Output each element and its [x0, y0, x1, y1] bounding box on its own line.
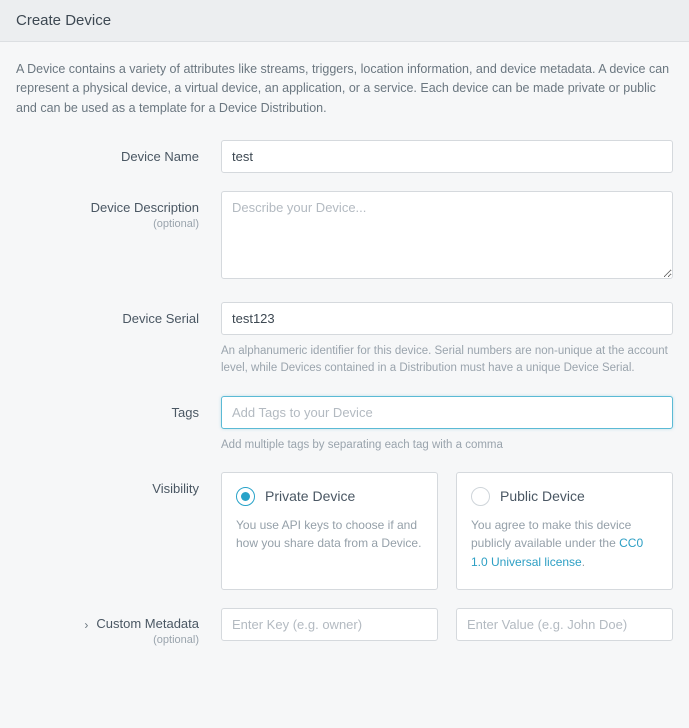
field-row-tags	[16, 396, 673, 454]
form-content	[0, 42, 689, 646]
radio-public-icon[interactable]	[471, 487, 490, 506]
tags-label: Tags	[171, 404, 199, 420]
visibility-option-public[interactable]	[456, 472, 673, 590]
tags-helper-text: Add multiple tags by separating each tag with a comma	[221, 438, 503, 451]
device-serial-label-col	[16, 302, 221, 378]
visibility-label-col	[16, 472, 221, 590]
visibility-public-description	[471, 516, 658, 572]
metadata-value-input[interactable]	[456, 608, 673, 641]
chevron-right-icon[interactable]: ›	[84, 617, 89, 632]
custom-metadata-label-col[interactable]	[16, 608, 221, 646]
field-row-device-description	[16, 191, 673, 284]
visibility-private-title: Private Device	[265, 488, 356, 505]
intro-description: A Device contains a variety of attributes like streams, triggers, location information, and device metadata. A device can represent a physical device, a virtual device, an application, or a service. Each device can be made private or public and can be used as a template for a Device Distribution.	[16, 62, 670, 115]
field-row-device-name	[16, 140, 673, 173]
visibility-public-title: Public Device	[500, 488, 585, 505]
tags-input[interactable]	[221, 396, 673, 429]
visibility-field-col	[221, 472, 673, 590]
tags-field-col	[221, 396, 673, 454]
visibility-card-group	[221, 472, 673, 590]
device-description-optional-note: (optional)	[153, 218, 199, 231]
cc0-license-link[interactable]: CC0 1.0 Universal license	[471, 536, 644, 570]
device-description-field-col	[221, 191, 673, 284]
field-row-visibility	[16, 472, 673, 590]
custom-metadata-fields	[221, 608, 673, 646]
device-description-label: Device Description	[90, 200, 199, 216]
field-row-device-serial	[16, 302, 673, 378]
radio-private-icon[interactable]	[236, 487, 255, 506]
visibility-public-description-text: You agree to make this device publicly available under the	[471, 517, 632, 551]
device-name-input[interactable]	[221, 140, 673, 173]
visibility-public-head	[471, 487, 658, 506]
device-description-label-col	[16, 191, 221, 284]
visibility-option-private[interactable]	[221, 472, 438, 590]
visibility-private-description: You use API keys to choose if and how you share data from a Device.	[236, 517, 422, 551]
device-name-field-col	[221, 140, 673, 173]
device-name-label: Device Name	[120, 149, 199, 165]
custom-metadata-label: Custom Metadata	[96, 615, 199, 631]
device-serial-helper-text: An alphanumeric identifier for this device. Serial numbers are non-unique at the account level, while Devices contained in a Distribution must have a unique Device Serial.	[221, 345, 668, 375]
tags-label-col	[16, 396, 221, 454]
custom-metadata-optional-note: (optional)	[153, 634, 199, 647]
device-serial-field-col	[221, 302, 673, 378]
device-description-textarea[interactable]	[221, 191, 673, 279]
window-titlebar	[0, 0, 689, 42]
metadata-key-input[interactable]	[221, 608, 438, 641]
visibility-private-head	[236, 487, 423, 506]
custom-metadata-label-text	[96, 616, 199, 646]
field-row-custom-metadata	[16, 608, 673, 646]
device-serial-label: Device Serial	[122, 311, 199, 327]
device-name-label-col	[16, 140, 221, 173]
visibility-public-description-suffix: .	[581, 555, 586, 570]
page-title: Create Device	[16, 12, 112, 29]
visibility-label: Visibility	[152, 480, 199, 496]
device-serial-input[interactable]	[221, 302, 673, 335]
